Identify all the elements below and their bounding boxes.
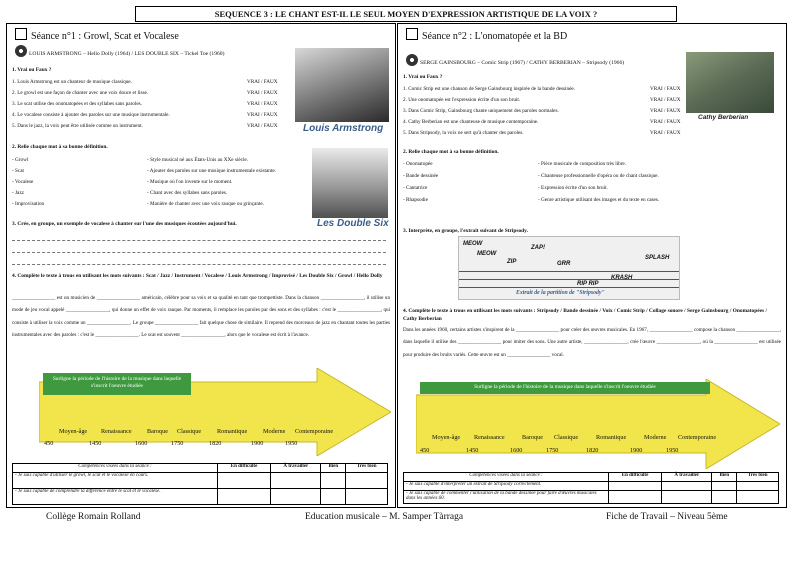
q1-item-5: 5. Dans Stripsody, la voix ne sert qu'à chanter des paroles.	[403, 130, 524, 136]
vrai-faux-choice[interactable]: VRAI / FAUX	[650, 86, 681, 92]
q4-title: 4. Complète le texte à trous en utilisant les mots suivants : Scat / Jazz / Instrument / Vocalese / Louis Armstrong / Improvisé / Les Double Six / Growl / Hello Dolly	[12, 273, 383, 279]
q1-item-4: 4. Cathy Berberian est une chanteuse de musique contemporaine.	[403, 119, 539, 125]
period-moyen-age[interactable]: Moyen-âge	[59, 428, 88, 435]
q2-word[interactable]: - Scat	[12, 168, 24, 174]
cathy-berberian-photo	[686, 52, 774, 113]
period-moderne[interactable]: Moderne	[644, 434, 667, 441]
score-onomatopoeia: SPLASH	[645, 255, 670, 261]
score-onomatopoeia: ZIP	[507, 259, 517, 265]
vrai-faux-choice[interactable]: VRAI / FAUX	[247, 101, 278, 107]
timeline-instruction: Surligne la période de l'histoire de la musique dans laquelle s'inscrit l'oeuvre étudiée	[474, 384, 656, 390]
year-label: 450	[44, 440, 54, 447]
vrai-faux-choice[interactable]: VRAI / FAUX	[650, 130, 681, 136]
seance-2-panel	[397, 23, 787, 508]
level-cell[interactable]	[609, 482, 662, 491]
staff-line	[459, 271, 679, 272]
checkbox-icon	[15, 28, 27, 40]
vrai-faux-choice[interactable]: VRAI / FAUX	[650, 108, 681, 114]
period-romantique[interactable]: Romantique	[217, 428, 248, 435]
level-cell[interactable]	[662, 482, 712, 491]
year-label: 1820	[586, 447, 599, 454]
q4-title: 4. Complète le texte à trous en utilisant les mots suivants : Stripsody / Bande dessinée / Voix / Comic Strip / Collage sonore / Serge Gainsbourg / Onomatopées / Cathy Berberian	[403, 308, 767, 322]
level-cell[interactable]	[737, 482, 779, 491]
level-header: Bien	[321, 464, 346, 473]
level-cell[interactable]	[271, 489, 321, 505]
competence-text: - Je suis capable de comprendre la différence entre le scat et le vocalese.	[13, 489, 218, 505]
period-classique[interactable]: Classique	[177, 428, 202, 435]
staff-line	[459, 279, 679, 280]
q1-item-1: 1. Comic Strip est une chanson de Serge Gainsbourg inspirée de la bande dessinée.	[403, 86, 575, 92]
period-renaissance[interactable]: Renaissance	[474, 434, 505, 441]
vinyl-disc-icon	[15, 45, 27, 57]
q2-word[interactable]: - Cantatrice	[403, 185, 428, 191]
seance-1-panel	[6, 23, 396, 508]
vrai-faux-choice[interactable]: VRAI / FAUX	[247, 79, 278, 85]
period-moderne[interactable]: Moderne	[263, 428, 286, 435]
level-cell[interactable]	[218, 489, 271, 505]
q1-item-2: 2. Une onomatopée est l'expression écrite d'un son bruit.	[403, 97, 521, 103]
level-header: Très bien	[737, 473, 779, 482]
level-header: À travailler	[271, 464, 321, 473]
score-onomatopoeia: MEOW	[463, 241, 483, 247]
q2-word[interactable]: - Jazz	[12, 190, 24, 196]
q2-definition[interactable]: - Style musical né aux États-Unis au XXe siècle.	[147, 157, 248, 163]
seance-1-title: Séance n°1 : Growl, Scat et Vocalese	[31, 31, 179, 42]
period-romantique[interactable]: Romantique	[596, 434, 627, 441]
les-double-six-caption: Les Double Six	[317, 218, 389, 229]
vinyl-disc-icon	[406, 54, 418, 66]
year-label: 1950	[285, 440, 298, 447]
checkbox-icon	[406, 28, 418, 40]
period-contemporaine[interactable]: Contemporaine	[678, 434, 717, 441]
q1-title: 1. Vrai ou Faux ?	[12, 67, 52, 73]
competences-table	[403, 472, 779, 504]
vrai-faux-choice[interactable]: VRAI / FAUX	[650, 119, 681, 125]
q2-definition[interactable]: - Ajouter des paroles sur une musique instrumentale existante.	[147, 168, 276, 174]
period-baroque[interactable]: Baroque	[147, 428, 168, 435]
year-label: 1900	[630, 447, 643, 454]
competences-header: Compétences visées dans la séance :	[404, 473, 609, 482]
level-header: En difficulté	[218, 464, 271, 473]
year-label: 1820	[209, 440, 222, 447]
year-label: 1900	[251, 440, 264, 447]
q2-word[interactable]: - Onomatopée	[403, 161, 433, 167]
seance-1-heading	[15, 28, 179, 42]
level-cell[interactable]	[346, 489, 388, 505]
level-header: À travailler	[662, 473, 712, 482]
q3-title: 3. Crée, en groupe, un exemple de vocalese à chanter sur l'une des musiques écoutées aujourd'hui.	[12, 221, 237, 227]
q1-item-3: 3. Le scat utilise des onomatopées et des syllabes sans paroles.	[12, 101, 142, 107]
level-header: Bien	[712, 473, 737, 482]
q2-definition[interactable]: - Genre artistique utilisant des images et du texte en cases.	[538, 197, 660, 203]
staff-line	[459, 287, 679, 288]
level-cell[interactable]	[609, 491, 662, 504]
level-cell[interactable]	[218, 473, 271, 489]
year-label: 1600	[135, 440, 148, 447]
q3-title: 3. Interprète, en groupe, l'extrait suivant de Stripsody.	[403, 228, 528, 234]
vrai-faux-choice[interactable]: VRAI / FAUX	[247, 123, 278, 129]
seance-2-reference	[406, 54, 624, 66]
q2-word[interactable]: - Bande dessinée	[403, 173, 439, 179]
level-cell[interactable]	[271, 473, 321, 489]
q2-word[interactable]: - Improvisation	[12, 201, 45, 207]
competences-table	[12, 463, 388, 505]
history-timeline-arrow	[416, 379, 780, 469]
year-label: 1600	[510, 447, 523, 454]
level-cell[interactable]	[346, 473, 388, 489]
seance-2-title: Séance n°2 : L'onomatopée et la BD	[422, 31, 568, 42]
q2-title: 2. Relie chaque mot à sa bonne définition.	[403, 149, 499, 155]
year-label: 1750	[171, 440, 184, 447]
period-moyen-age[interactable]: Moyen-âge	[432, 434, 461, 441]
table-row	[404, 491, 779, 504]
q2-definition[interactable]: - Manière de chanter avec une voix rauque ou grinçante.	[147, 201, 264, 207]
sequence-title: SEQUENCE 3 : LE CHANT EST-IL LE SEUL MOYEN D'EXPRESSION ARTISTIQUE DE LA VOIX ?	[135, 6, 677, 22]
score-onomatopoeia: RIP RIP	[577, 281, 599, 287]
footer-level: Fiche de Travail – Niveau 5ème	[606, 512, 728, 522]
level-header: En difficulté	[609, 473, 662, 482]
score-onomatopoeia: GRR	[557, 261, 571, 267]
q2-definition[interactable]: - Chanteuse professionnelle d'opéra ou de chant classique.	[538, 173, 659, 179]
level-cell[interactable]	[712, 482, 737, 491]
competence-text: - Je suis capable d'utiliser le growl, le scat et le vocalese en cours.	[13, 473, 218, 489]
score-caption: Extrait de la partition de "Stripsody"	[516, 290, 605, 296]
louis-armstrong-caption: Louis Armstrong	[303, 123, 384, 134]
seance-1-reference-text: LOUIS ARMSTRONG – Hello Dolly (1964) / LES DOUBLE SIX – Tickel Toe (1960)	[29, 51, 225, 57]
competences-header: Compétences visées dans la séance :	[13, 464, 218, 473]
answer-line[interactable]	[12, 252, 386, 253]
table-row	[13, 473, 388, 489]
table-row	[404, 482, 779, 491]
q2-definition[interactable]: - Pièce musicale de composition très libre.	[538, 161, 627, 167]
q1-title: 1. Vrai ou Faux ?	[403, 74, 443, 80]
footer-school: Collège Romain Rolland	[46, 512, 141, 522]
competence-text: - Je suis capable de commenter l'utilisation de la bande dessinée pour faire d'œuvres musicales dans les années 60.	[404, 491, 609, 504]
level-cell[interactable]	[712, 491, 737, 504]
year-label: 450	[420, 447, 430, 454]
level-cell[interactable]	[662, 491, 712, 504]
year-label: 1450	[466, 447, 479, 454]
cathy-berberian-caption: Cathy Berberian	[698, 114, 749, 121]
answer-line[interactable]	[12, 240, 386, 241]
seance-1-reference	[15, 45, 224, 57]
q2-title: 2. Relie chaque mot à sa bonne définition.	[12, 144, 108, 150]
period-contemporaine[interactable]: Contemporaine	[295, 428, 334, 435]
vrai-faux-choice[interactable]: VRAI / FAUX	[247, 112, 278, 118]
louis-armstrong-photo	[295, 48, 389, 122]
footer-subject: Education musicale – M. Samper Tàrraga	[305, 512, 464, 522]
q2-word[interactable]: - Rhapsodie	[403, 197, 428, 203]
year-label: 1750	[546, 447, 559, 454]
level-cell[interactable]	[737, 491, 779, 504]
history-timeline-arrow	[39, 368, 391, 456]
q2-word[interactable]: - Growl	[12, 157, 29, 163]
competence-text: - Je suis capable d'interpréter un extrait de Stripsody correctement.	[404, 482, 609, 491]
q1-item-2: 2. Le growl est une façon de chanter avec une voix douce et lisse.	[12, 90, 149, 96]
table-row	[13, 489, 388, 505]
level-cell[interactable]	[321, 489, 346, 505]
q2-definition[interactable]: - Chant avec des syllabes sans paroles.	[147, 190, 228, 196]
level-cell[interactable]	[321, 473, 346, 489]
period-baroque[interactable]: Baroque	[522, 434, 543, 441]
period-classique[interactable]: Classique	[554, 434, 579, 441]
timeline-instruction: Surligne la période de l'histoire de la musique dans laquelle s'inscrit l'oeuvre étudiée	[52, 376, 182, 389]
q1-item-3: 3. Dans Comic Strip, Gainsbourg chante uniquement des paroles normales.	[403, 108, 559, 114]
seance-2-reference-text: SERGE GAINSBOURG – Comic Strip (1967) / CATHY BERBERIAN – Stripsody (1966)	[420, 60, 625, 66]
score-onomatopoeia: ZAP!	[531, 245, 545, 251]
q1-item-4: 4. Le vocalese consiste à ajouter des paroles sur une musique instrumentale.	[12, 112, 170, 118]
q1-item-5: 5. Dans le jazz, la voix peut être utilisée comme un instrument.	[12, 123, 143, 129]
vrai-faux-choice[interactable]: VRAI / FAUX	[247, 90, 278, 96]
period-renaissance[interactable]: Renaissance	[101, 428, 132, 435]
q2-definition[interactable]: - Expression écrite d'un son bruit.	[538, 185, 608, 191]
year-label: 1450	[89, 440, 102, 447]
level-header: Très bien	[346, 464, 388, 473]
q4-gap-text[interactable]: _________________ est un musicien de _________________ américain, célèbre pour sa voix et sa qualité en tant que trompettiste. Dans la chanson _________________, il utilise un mode de jeu vocal appelé _________________, qui donne un effet de voix rauque. Par moments, il remplace les paroles par des sons et des syllabes : c'est le _________________, qui consiste à utiliser la voix comme un _________________. Le groupe _________________ fait quelque chose de similaire. Il reprend des morceaux de jazz en chantant toutes les parties instrumentales avec des paroles : c'est le _________________. Le scat est souvent _________________, alors que le vocalese est écrit à l'avance.	[12, 295, 390, 339]
les-double-six-photo	[312, 148, 388, 218]
q2-word[interactable]: - Vocalese	[12, 179, 34, 185]
vrai-faux-choice[interactable]: VRAI / FAUX	[650, 97, 681, 103]
year-label: 1950	[666, 447, 679, 454]
score-onomatopoeia: MEOW	[477, 251, 497, 257]
answer-line[interactable]	[12, 264, 386, 265]
q2-definition[interactable]: - Musique où l'on invente sur le moment.	[147, 179, 233, 185]
score-onomatopoeia: KRASH	[611, 275, 633, 281]
q4-gap-text[interactable]: Dans les années 1960, certains artistes s'inspirent de la _________________ pour créer des œuvres musicales. En 1967, _________________ compose la chanson _________________, dans laquelle il utilise des _________________ pour imiter des sons. Une autre artiste, _________________, crée l'œuvre _________________, où la _________________ est utilisée pour produire des bruits variés. Cette œuvre est un _________________ vocal.	[403, 327, 781, 358]
q1-item-1: 1. Louis Armstrong est un chanteur de musique classique.	[12, 79, 132, 85]
seance-2-heading	[406, 28, 567, 42]
